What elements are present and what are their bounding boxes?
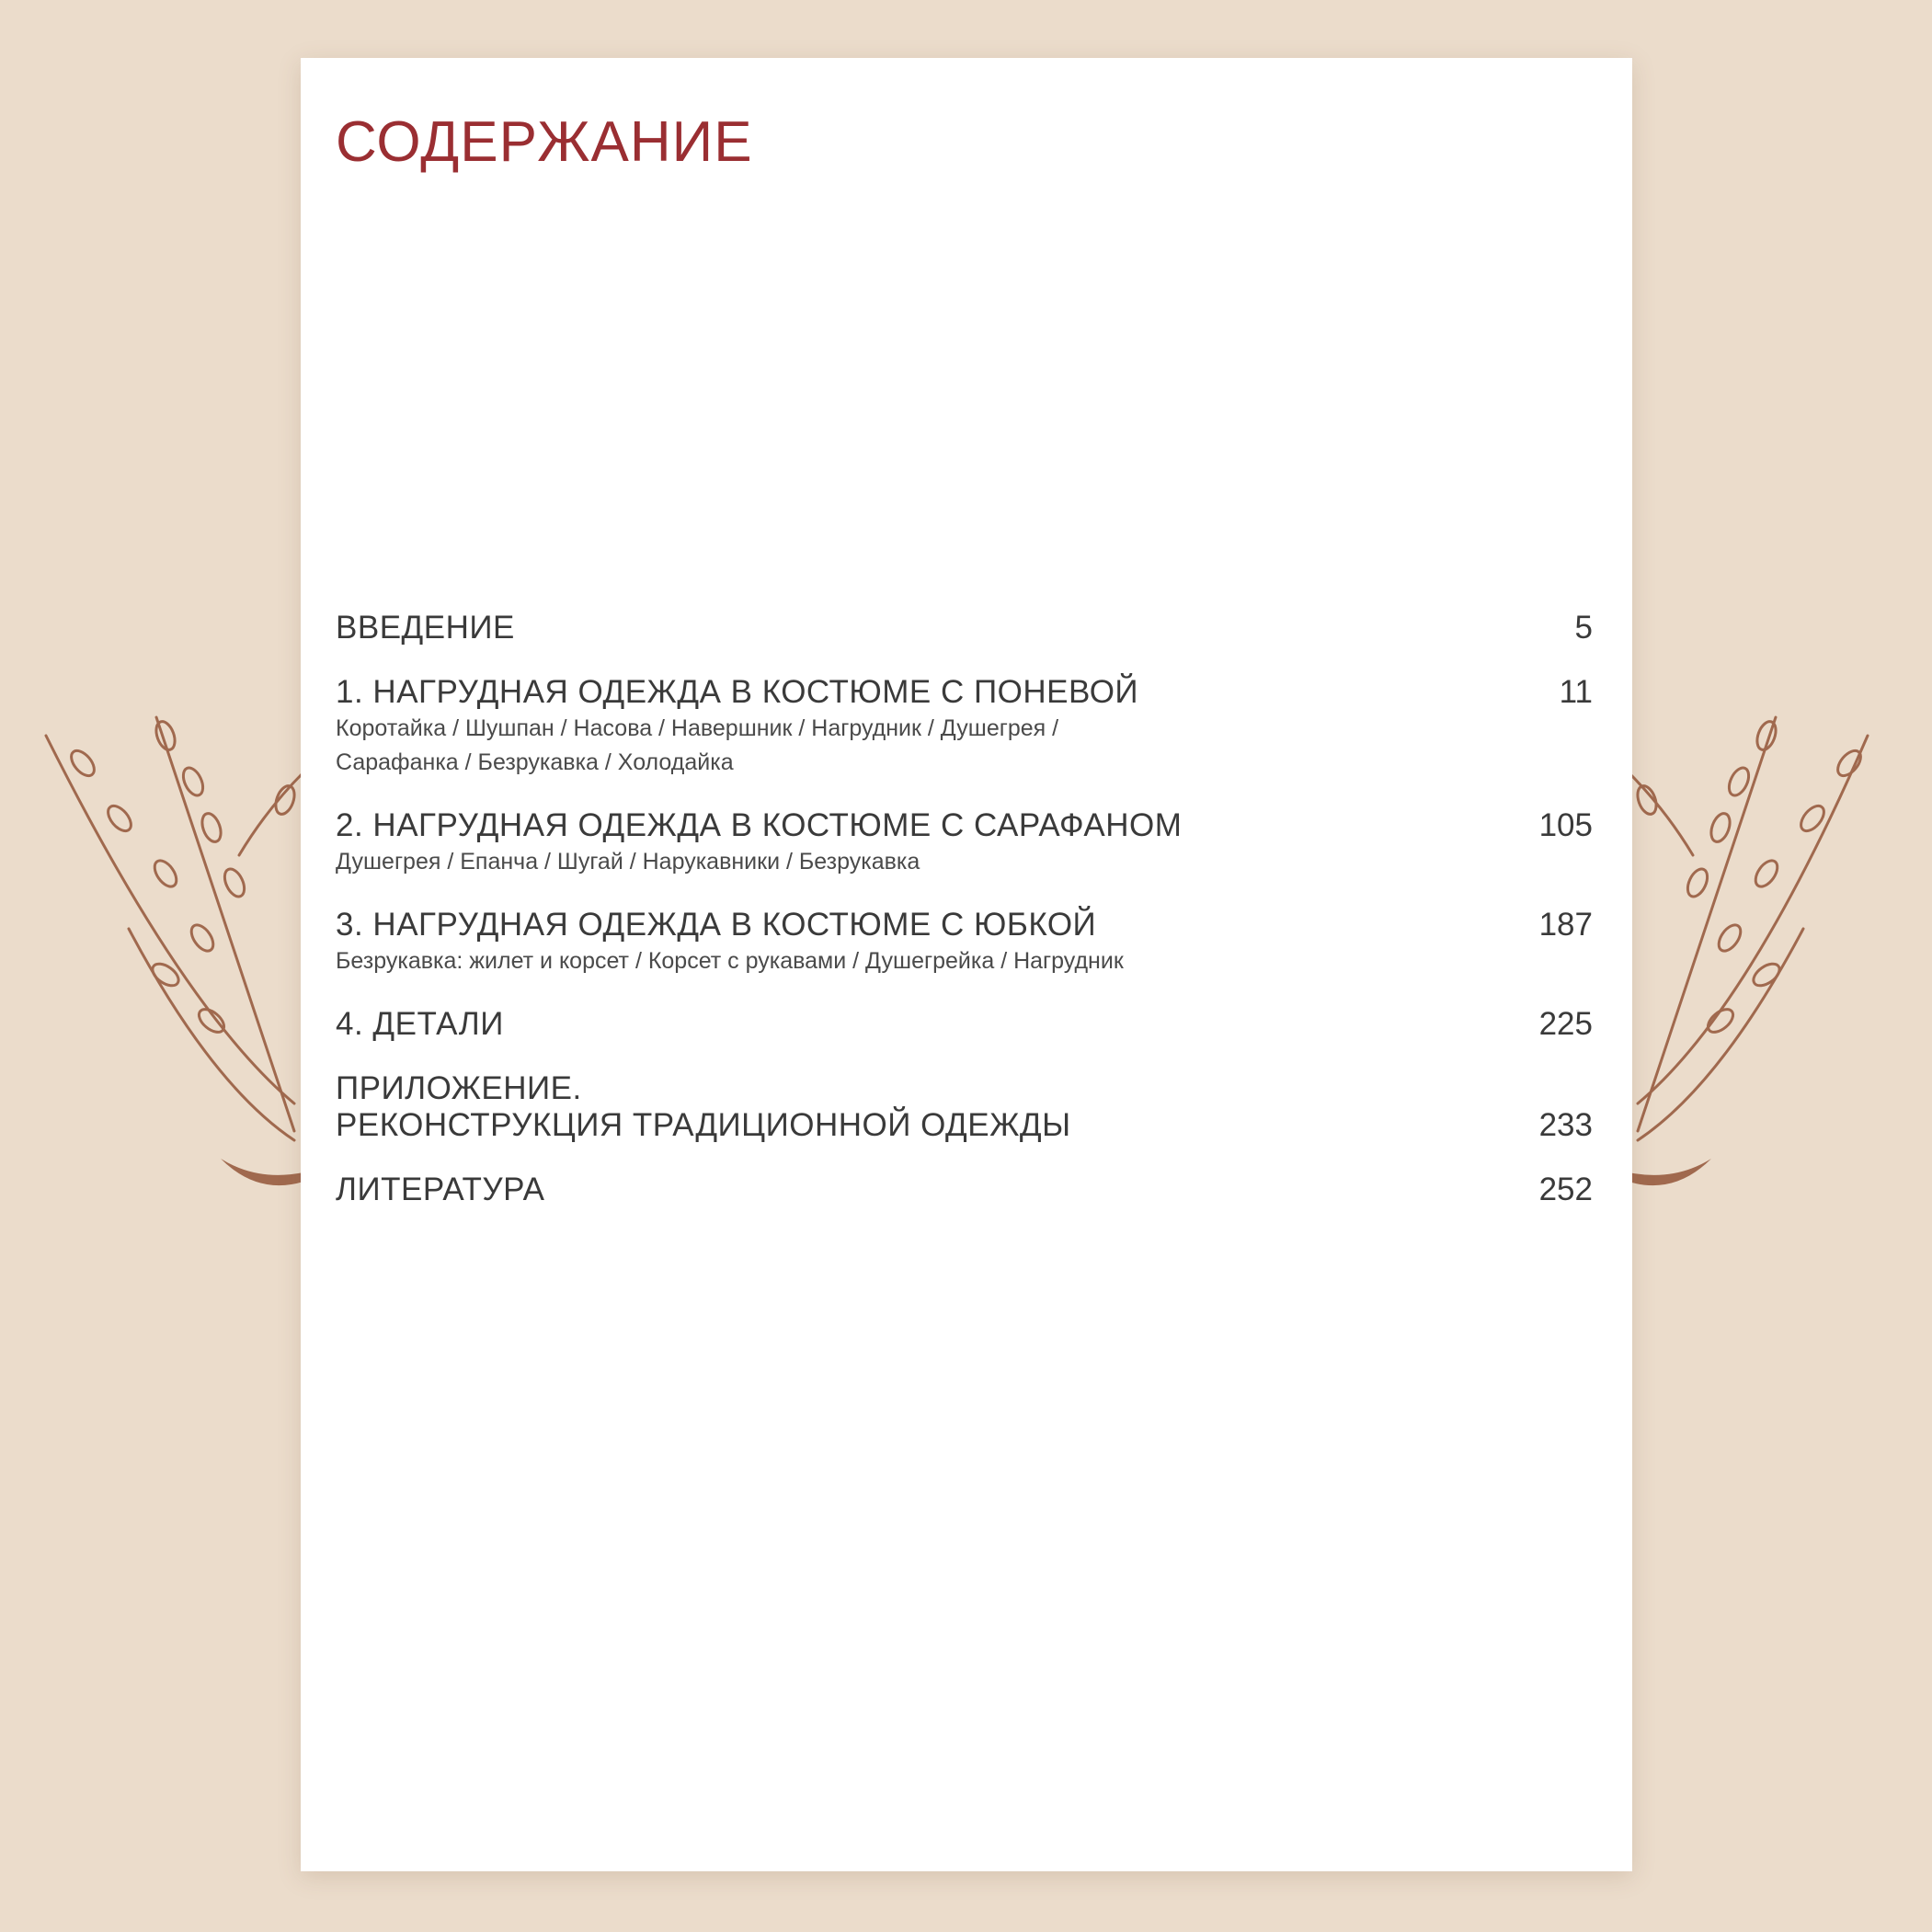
toc-entry-bibliography[interactable]: [336, 1172, 1593, 1208]
toc-entry-title: 1. НАГРУДНАЯ ОДЕЖДА В КОСТЮМЕ С ПОНЕВОЙ: [336, 674, 1139, 710]
toc-entry-chapter-1[interactable]: [336, 674, 1593, 780]
toc-entry-subtitle-line: Безрукавка: жилет и корсет / Корсет с рукавами / Душегрейка / Нагрудник: [336, 948, 1124, 974]
contents-page: [301, 58, 1632, 1871]
toc-entry-subtitle: [336, 712, 1593, 780]
toc-entry-title-line: РЕКОНСТРУКЦИЯ ТРАДИЦИОННОЙ ОДЕЖДЫ: [336, 1107, 1071, 1143]
toc-entry-chapter-4[interactable]: [336, 1006, 1593, 1043]
toc-entry-page: 11: [1559, 674, 1593, 710]
toc-entry-subtitle-line: Коротайка / Шушпан / Насова / Навершник / Нагрудник / Душегрея /: [336, 715, 1059, 741]
toc-entry-chapter-3[interactable]: [336, 907, 1593, 978]
toc-entry-page: 187: [1538, 907, 1593, 943]
toc-entry-chapter-2[interactable]: [336, 807, 1593, 879]
toc-entry-page: 233: [1538, 1107, 1593, 1143]
toc-entry-title: [336, 1070, 1071, 1144]
toc-entry-subtitle: [336, 944, 1593, 978]
willow-branch-icon-left: [28, 644, 340, 1214]
toc-entry-page: 225: [1538, 1006, 1593, 1042]
toc-entry-page: 252: [1538, 1172, 1593, 1207]
toc-entry-title: ЛИТЕРАТУРА: [336, 1172, 545, 1207]
page-title: СОДЕРЖАНИЕ: [336, 110, 753, 174]
toc-entry-title: 3. НАГРУДНАЯ ОДЕЖДА В КОСТЮМЕ С ЮБКОЙ: [336, 907, 1097, 943]
toc-entry-title: ВВЕДЕНИЕ: [336, 610, 515, 646]
toc-entry-title-line: ПРИЛОЖЕНИЕ.: [336, 1070, 582, 1106]
toc-entry-page: 5: [1574, 610, 1593, 646]
toc-entry-appendix[interactable]: [336, 1070, 1593, 1144]
toc-entry-subtitle-line: Сарафанка / Безрукавка / Холодайка: [336, 749, 734, 775]
toc-entry-subtitle: [336, 845, 1593, 879]
table-of-contents: [336, 610, 1593, 1236]
toc-entry-title: 2. НАГРУДНАЯ ОДЕЖДА В КОСТЮМЕ С САРАФАНОМ: [336, 807, 1183, 843]
toc-entry-subtitle-line: Душегрея / Епанча / Шугай / Нарукавники / Безрукавка: [336, 849, 920, 875]
toc-entry-page: 105: [1538, 807, 1593, 843]
toc-entry-intro[interactable]: [336, 610, 1593, 646]
toc-entry-title: 4. ДЕТАЛИ: [336, 1006, 504, 1042]
willow-branch-icon-right: [1592, 644, 1904, 1214]
